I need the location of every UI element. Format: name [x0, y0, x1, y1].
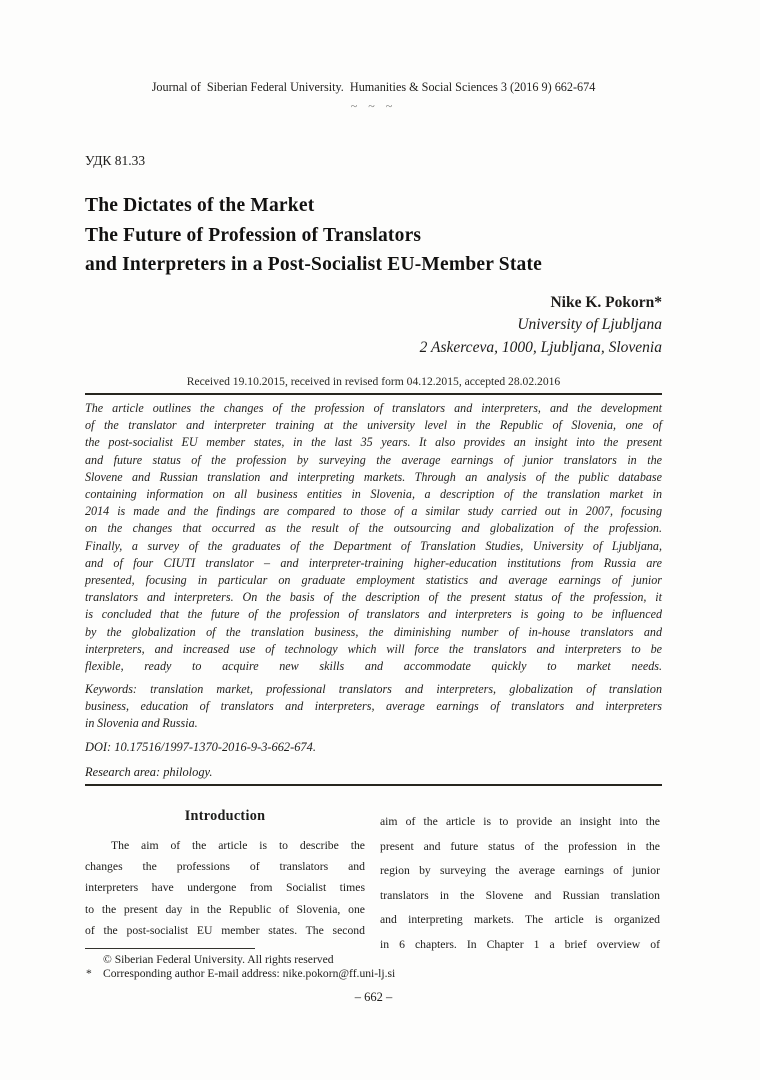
- text-line: aim of the article is to provide an insight into the: [380, 815, 660, 828]
- text-line: interpreters, and increased use of technology which will force the translators and interpreters to be: [85, 641, 662, 656]
- text-line: is concluded that the future of the profession of translators and interpreters is going to be influenced: [85, 607, 662, 622]
- text-line: and of four CIUTI translator – and interpreter-training higher-education institutions from Russia are: [85, 555, 662, 570]
- text-line: to the present day in the Republic of Slovenia, one: [85, 902, 365, 916]
- abstract-top-divider: [85, 393, 662, 395]
- text-line: on the changes that occurred as the result of the outsourcing and globalization of the profession.: [85, 521, 662, 536]
- footnote-divider: [85, 948, 255, 949]
- text-line: Nike K. Pokorn*: [550, 294, 662, 311]
- abstract-bottom-divider: [85, 784, 662, 786]
- text-line: and future status of the profession by surveying the average earnings of junior translators in the: [85, 452, 662, 467]
- introduction-heading: Introduction: [184, 808, 266, 824]
- received-dates-line: Received 19.10.2015, received in revised form 04.12.2015, accepted 28.02.2016: [186, 375, 561, 388]
- corresponding-author-line: Corresponding author E-mail address: nike.pokorn@ff.uni-lj.si: [103, 967, 396, 980]
- text-line: flexible, ready to acquire new skills and accommodate quickly to market needs.: [85, 659, 662, 674]
- text-line: translators and interpreters. On the basis of the description of the present status of the profession, it: [85, 590, 662, 605]
- text-line: region by surveying the average earnings of junior: [380, 864, 660, 878]
- udc-code: УДК 81.33: [85, 153, 146, 168]
- text-line: business, education of translators and interpreters, average earnings of translators and interpreters: [85, 699, 662, 714]
- keywords-text: [85, 681, 662, 733]
- text-line: The article outlines the changes of the profession of translators and interpreters, and the development: [85, 401, 662, 415]
- abstract-text: [85, 400, 662, 675]
- text-line: present and future status of the profession in the: [380, 839, 660, 853]
- journal-header: Journal of Siberian Federal University. Humanities & Social Sciences 3 (2016 9) 662-674: [151, 80, 596, 94]
- text-line: interpreters have undergone from Socialist times: [85, 881, 365, 895]
- text-line: The Future of Profession of Translators: [85, 224, 422, 246]
- text-line: and Interpreters in a Post-Socialist EU-Member State: [85, 254, 543, 276]
- text-line: Slovene and Russian translation and interpreting markets. Through an analysis of the public database: [85, 469, 662, 484]
- intro-right-column: [380, 810, 660, 958]
- text-line: of the translator and interpreter training at the university level in the Republic of Slovenia, one of: [85, 418, 662, 433]
- text-line: of the post-socialist EU member states. The second: [85, 923, 365, 937]
- author-block: [85, 292, 662, 359]
- text-line: Finally, a survey of the graduates of the Department of Translation Studies, University of Ljubljana,: [85, 538, 662, 553]
- footnote-asterisk-marker: *: [86, 967, 92, 980]
- text-line: the post-socialist EU member states, in the last 35 years. It also provides an insight into the present: [85, 435, 662, 450]
- text-line: changes the professions of translators and: [85, 860, 365, 874]
- text-line: Keywords: translation market, professional translators and interpreters, globalization of translation: [85, 682, 662, 696]
- text-line: presented, focusing in particular on graduate employment statistics and average earnings of junior: [85, 573, 662, 588]
- page-number: – 662 –: [354, 990, 393, 1004]
- article-title: [85, 191, 662, 280]
- text-line: 2014 is made and the findings are compared to those of a similar study carried out in 2007, focusing: [85, 504, 662, 519]
- text-line: and interpreting markets. The article is organized: [380, 913, 660, 927]
- text-line: 2 Askerceva, 1000, Ljubljana, Slovenia: [419, 338, 662, 356]
- text-line: University of Ljubljana: [517, 316, 662, 334]
- text-line: in Slovenia and Russia.: [85, 716, 198, 731]
- research-area-line: Research area: philology.: [85, 765, 213, 779]
- text-line: translators in the Slovene and Russian translation: [380, 888, 660, 902]
- doi-line: DOI: 10.17516/1997-1370-2016-9-3-662-674.: [85, 740, 316, 754]
- text-line: in 6 chapters. In Chapter 1 a brief overview of: [380, 937, 660, 951]
- text-line: containing information on all business entities in Slovenia, a description of the translation market in: [85, 487, 662, 502]
- tilde-separator-ornament: ~ ~ ~: [350, 99, 397, 113]
- text-line: by the globalization of the translation business, the diminishing number of in-house translators and: [85, 624, 662, 639]
- text-line: The Dictates of the Market: [85, 195, 315, 216]
- text-line: The aim of the article is to describe the: [111, 839, 365, 852]
- intro-left-column: [85, 835, 365, 941]
- copyright-line: © Siberian Federal University. All rights reserved: [103, 953, 334, 966]
